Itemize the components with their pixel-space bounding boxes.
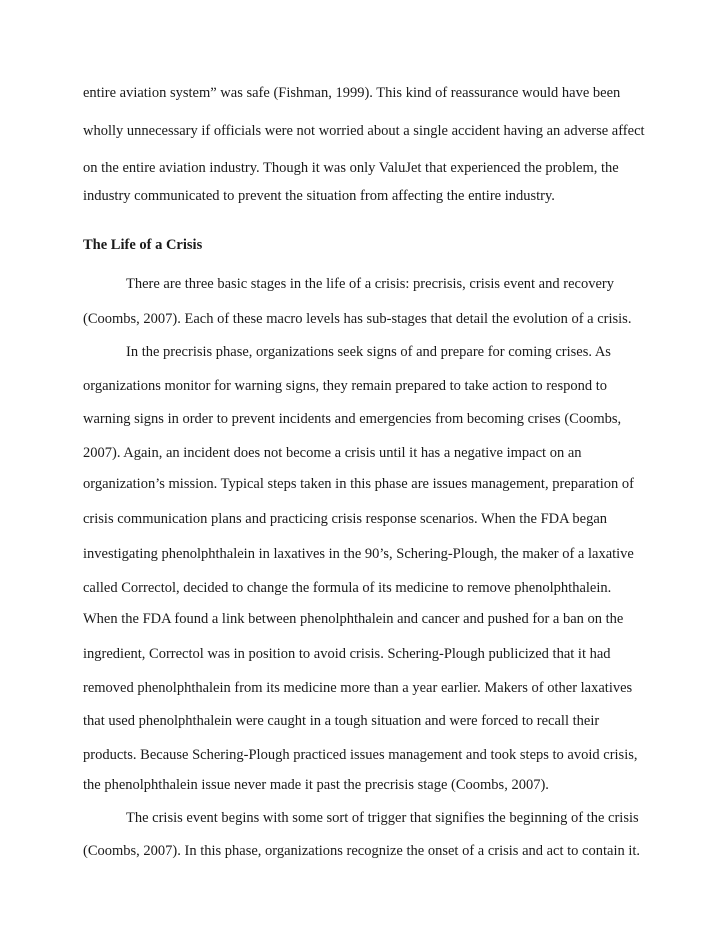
text-line: ingredient, Correctol was in position to avoid crisis. Schering-Plough publicized that it had [83, 646, 611, 662]
text-line: The crisis event begins with some sort of trigger that signifies the beginning of the crisis [126, 810, 639, 826]
text-line: products. Because Schering-Plough practiced issues management and took steps to avoid crisis, [83, 747, 638, 763]
text-line: crisis communication plans and practicing crisis response scenarios. When the FDA began [83, 511, 608, 527]
text-line: 2007). Again, an incident does not become a crisis until it has a negative impact on an [83, 445, 582, 461]
text-line: organizations monitor for warning signs, they remain prepared to take action to respond to [83, 378, 608, 394]
text-line: removed phenolphthalein from its medicine more than a year earlier. Makers of other laxatives [83, 680, 633, 696]
text-line: on the entire aviation industry. Though it was only ValuJet that experienced the problem, the [83, 160, 619, 176]
text-line: wholly unnecessary if officials were not worried about a single accident having an adverse affect [83, 123, 645, 139]
text-line: warning signs in order to prevent incidents and emergencies from becoming crises (Coombs, [83, 411, 622, 427]
section-heading: The Life of a Crisis [83, 237, 203, 253]
text-line: In the precrisis phase, organizations seek signs of and prepare for coming crises. As [126, 344, 611, 360]
text-line: that used phenolphthalein were caught in a tough situation and were forced to recall their [83, 713, 600, 729]
text-line: (Coombs, 2007). Each of these macro levels has sub-stages that detail the evolution of a crisis. [83, 311, 632, 327]
text-line: investigating phenolphthalein in laxatives in the 90’s, Schering-Plough, the maker of a laxative [83, 546, 634, 562]
text-line: industry communicated to prevent the situation from affecting the entire industry. [83, 188, 555, 204]
text-line: (Coombs, 2007). In this phase, organizations recognize the onset of a crisis and act to contain it. [83, 843, 641, 859]
text-line: entire aviation system” was safe (Fishman, 1999). This kind of reassurance would have been [83, 85, 621, 101]
text-line: called Correctol, decided to change the formula of its medicine to remove phenolphthalein. [83, 580, 612, 596]
text-line: the phenolphthalein issue never made it past the precrisis stage (Coombs, 2007). [83, 777, 549, 793]
text-line: organization’s mission. Typical steps taken in this phase are issues management, preparation of [83, 476, 634, 492]
text-line: When the FDA found a link between phenolphthalein and cancer and pushed for a ban on the [83, 611, 624, 627]
text-line: There are three basic stages in the life of a crisis: precrisis, crisis event and recovery [126, 276, 614, 292]
